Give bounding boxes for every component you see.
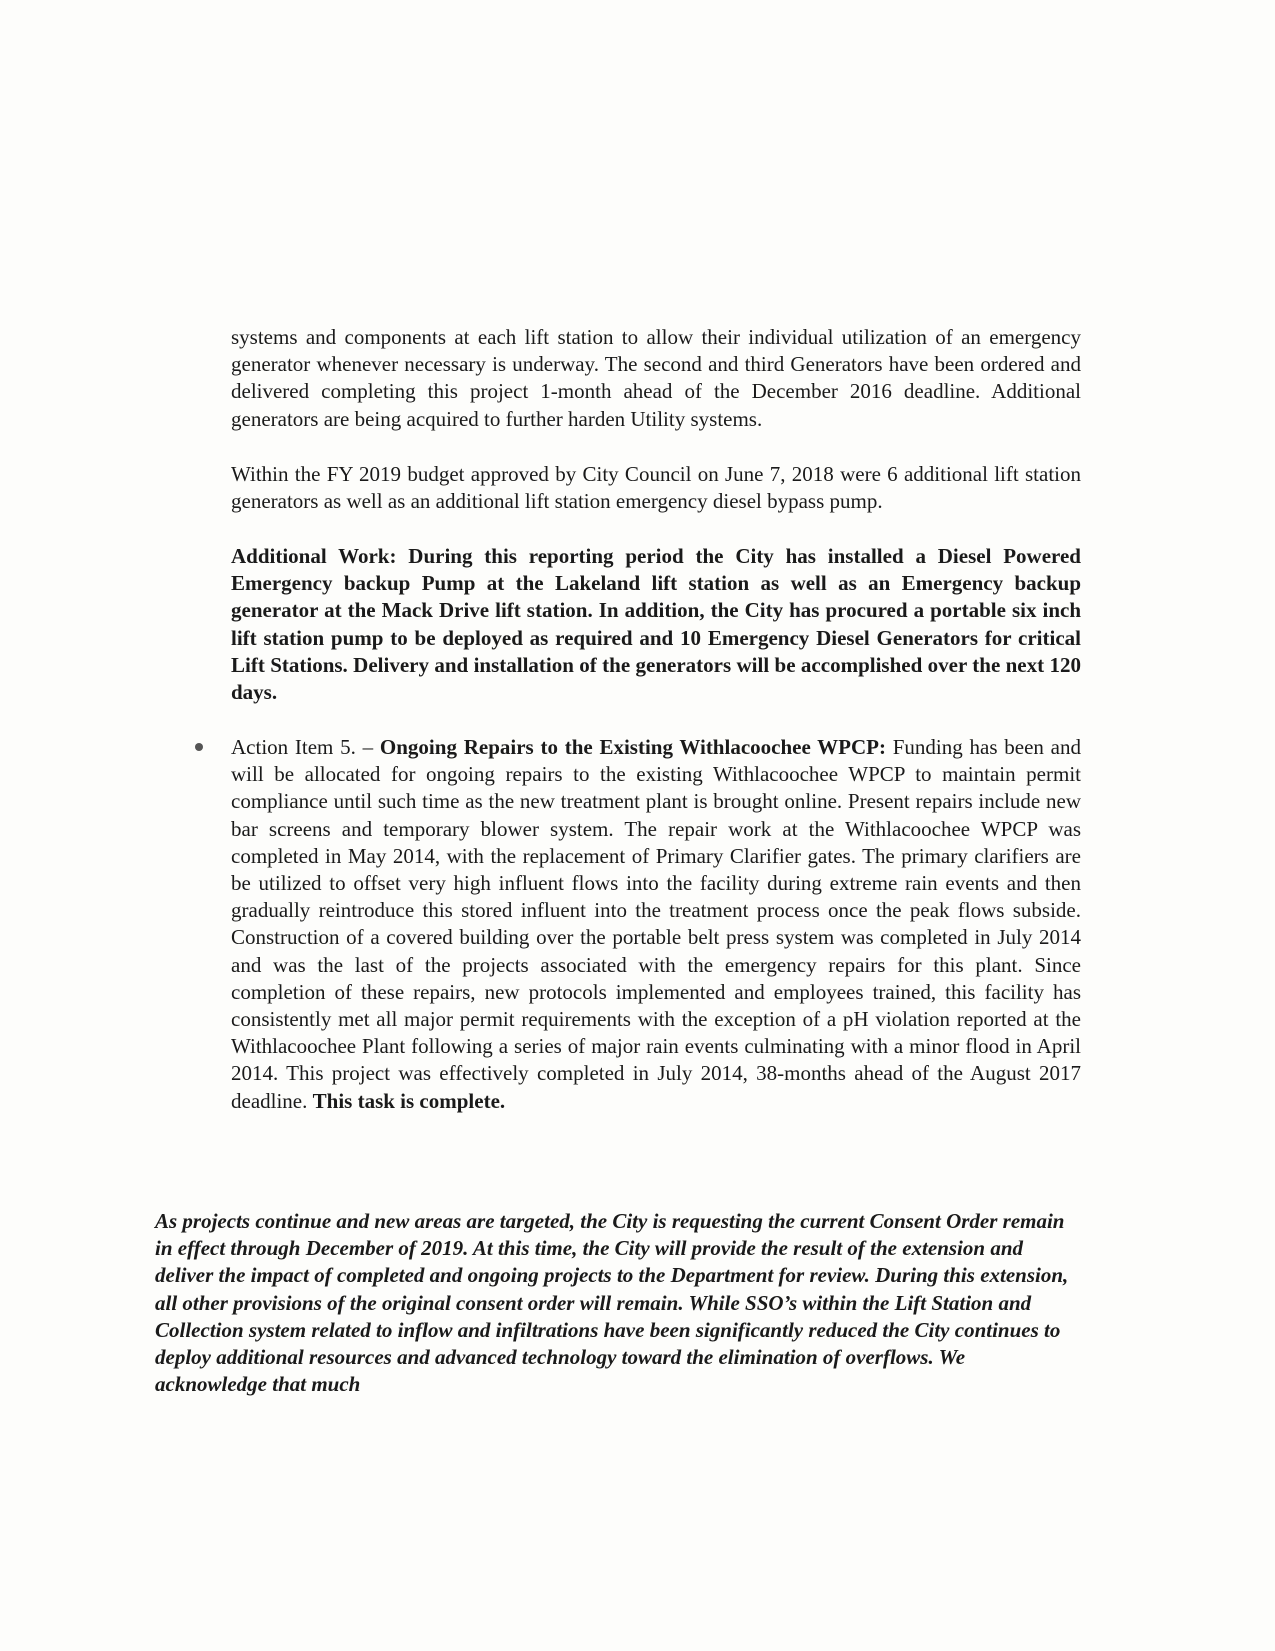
action-item-5-status: This task is complete. — [312, 1088, 506, 1113]
action-item-5 — [231, 734, 1081, 1115]
paragraph-fy2019-budget: Within the FY 2019 budget approved by City Council on June 7, 2018 were 6 additional lift station generators as well as an additional lift station emergency diesel bypass pump. — [231, 462, 1081, 514]
action-item-5-body: Funding has been and will be allocated for ongoing repairs to the existing Withlacoochee WPCP to maintain permit compliance until such time as the new treatment plant is brought online. Present repairs include new bar screens and temporary blower system. The repair work at the Withlacoochee WPCP was completed in May 2014, with the replacement of Primary Clarifier gates. The primary clarifiers are be utilized to offset very high influent flows into the facility during extreme rain events and then gradually reintroduce this stored influent into the treatment process once the peak flows subside. Construction of a covered building over the portable belt press system was completed in July 2014 and was the last of the projects associated with the emergency repairs for this plant. Since completion of these repairs, new protocols implemented and employees trained, this facility has consistently met all major permit requirements with the exception of a pH violation reported at the Withlacoochee Plant following a series of major rain events culminating with a minor flood in April 2014. This project was effectively completed in July 2014, 38-months ahead of the August 2017 deadline. — [231, 735, 1081, 1113]
closing-statement: As projects continue and new areas are targeted, the City is requesting the current Consent Order remain in effect through December of 2019. At this time, the City will provide the result of the extension and deliver the impact of completed and ongoing projects to the Department for review. During this extension, all other provisions of the original consent order will remain. While SSO’s within the Lift Station and Collection system related to inflow and infiltrations have been significantly reduced the City continues to deploy additional resources and advanced technology toward the elimination of overflows. We acknowledge that much — [155, 1209, 1069, 1397]
paragraph-lift-station-systems: systems and components at each lift station to allow their individual utilization of an emergency generator whenever necessary is underway. The second and third Generators have been ordered and delivered completing this project 1-month ahead of the December 2016 deadline. Additional generators are being acquired to further harden Utility systems. — [231, 325, 1081, 431]
bullet-icon — [195, 743, 203, 751]
paragraph-additional-work: Additional Work: During this reporting period the City has installed a Diesel Powered Emergency backup Pump at the Lakeland lift station as well as an Emergency backup generator at the Mack Drive lift station. In addition, the City has procured a portable six inch lift station pump to be deployed as required and 10 Emergency Diesel Generators for critical Lift Stations. Delivery and installation of the generators will be accomplished over the next 120 days. — [231, 544, 1081, 705]
action-item-5-title: Ongoing Repairs to the Existing Withlacoochee WPCP: — [379, 735, 886, 759]
action-item-5-prefix: Action Item 5. – — [231, 735, 380, 759]
